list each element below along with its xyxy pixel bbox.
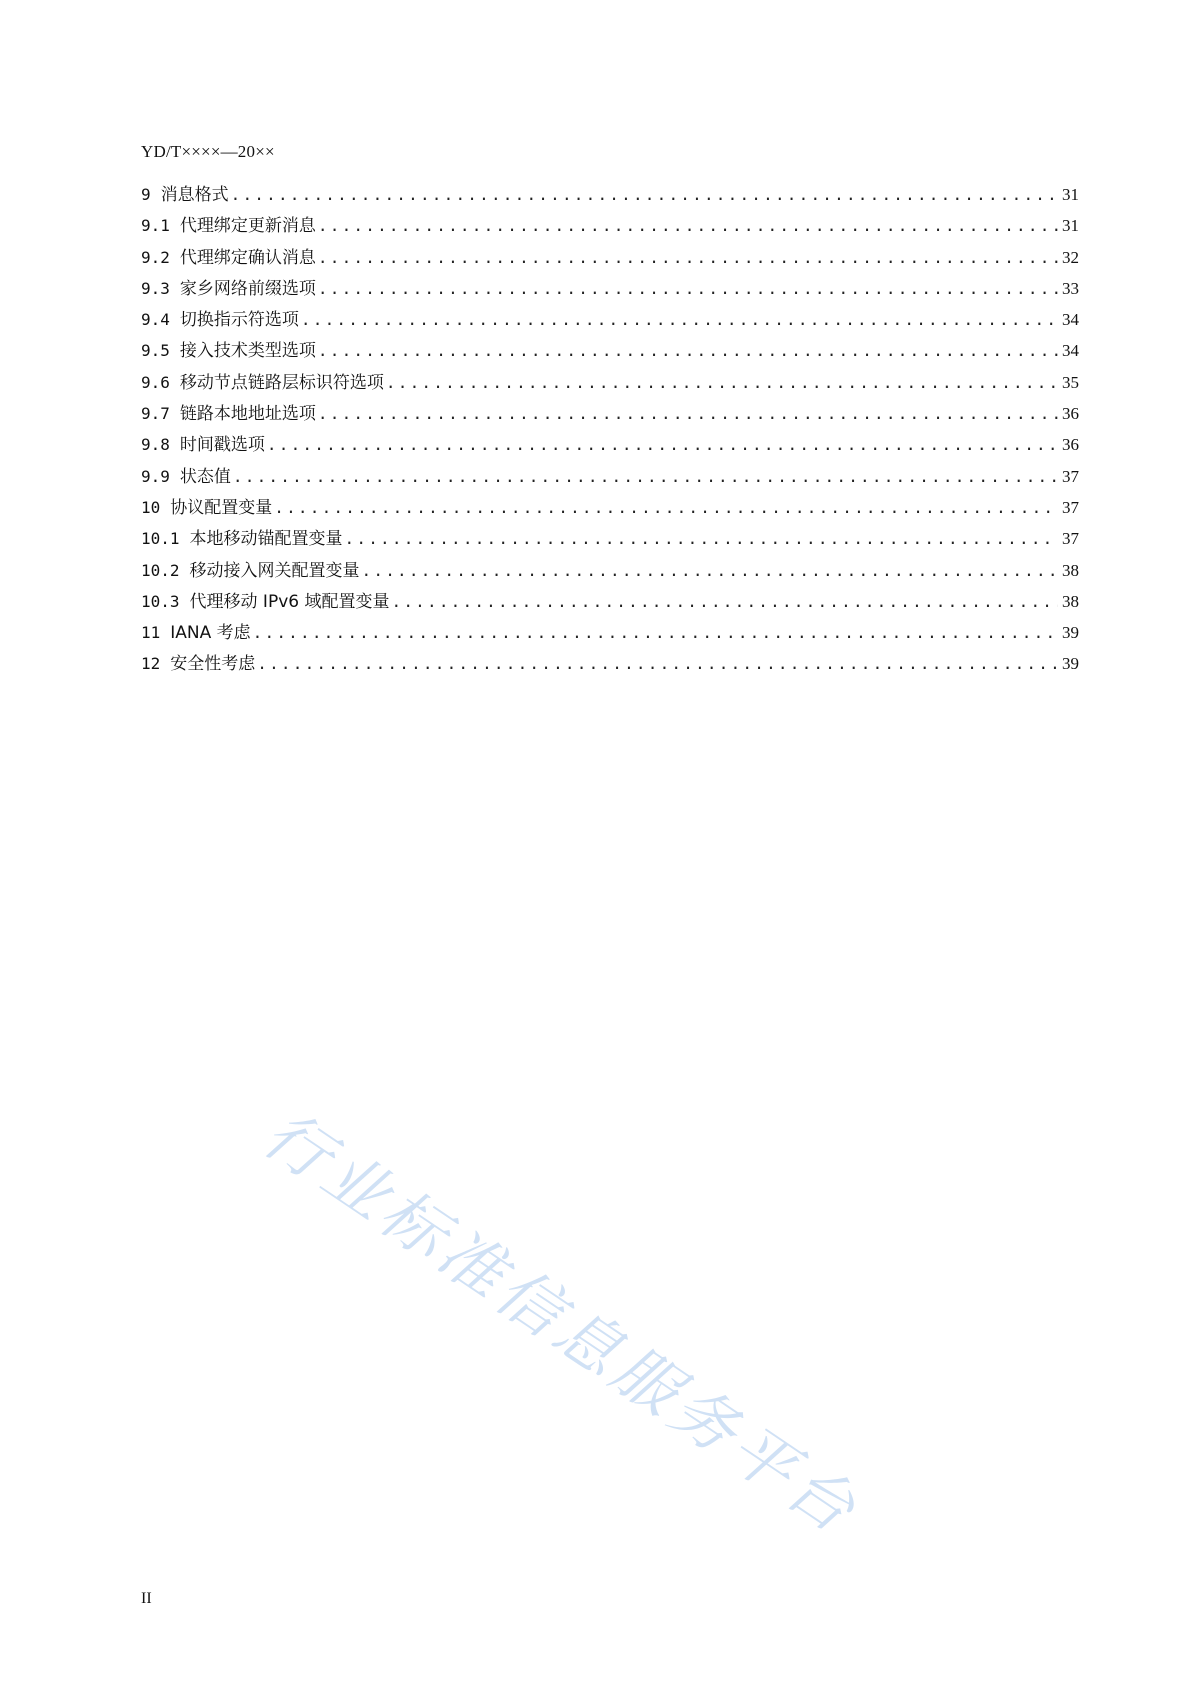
- toc-entry[interactable]: [141, 617, 1079, 648]
- toc-section-number: 9.7: [141, 404, 170, 424]
- toc-section-title: 接入技术类型选项: [179, 341, 316, 362]
- toc-entry[interactable]: [141, 492, 1079, 523]
- toc-page-number: 37: [1062, 466, 1079, 486]
- toc-section-number: 11: [141, 623, 161, 643]
- toc-page-number: 36: [1062, 404, 1079, 424]
- toc-dot-leader: [267, 429, 1058, 460]
- toc-dot-leader: [274, 492, 1058, 523]
- toc-page-number: 34: [1062, 310, 1079, 330]
- toc-entry[interactable]: [141, 586, 1079, 617]
- document-code: YD/T××××—20××: [141, 142, 275, 161]
- toc-entry[interactable]: [141, 398, 1079, 429]
- toc-section-title: IANA 考虑: [170, 623, 251, 644]
- toc-dot-leader: [318, 242, 1058, 273]
- toc-entry[interactable]: [141, 523, 1079, 554]
- toc-page-number: 32: [1062, 247, 1079, 267]
- toc-dot-leader: [318, 273, 1058, 304]
- toc-page-number: 34: [1062, 341, 1079, 361]
- toc-dot-leader: [301, 304, 1058, 335]
- toc-page-number: 39: [1062, 654, 1079, 674]
- toc-section-number: 10.3: [141, 591, 180, 611]
- toc-section-number: 9.6: [141, 372, 170, 392]
- toc-section-title: 安全性考虑: [170, 654, 256, 675]
- toc-section-title: 代理移动 IPv6 域配置变量: [189, 591, 390, 612]
- toc-section-title: 移动节点链路层标识符选项: [179, 372, 384, 393]
- toc-entry[interactable]: [141, 367, 1079, 398]
- toc-dot-leader: [391, 586, 1058, 617]
- toc-entry[interactable]: [141, 304, 1079, 335]
- toc-section-title: 状态值: [179, 466, 231, 487]
- toc-page-number: 31: [1062, 216, 1079, 236]
- toc-section-title: 切换指示符选项: [179, 310, 299, 331]
- toc-entry[interactable]: [141, 555, 1079, 586]
- toc-section-title: 时间戳选项: [179, 435, 265, 456]
- toc-section-title: 代理绑定更新消息: [179, 216, 316, 237]
- toc-section-title: 家乡网络前缀选项: [179, 278, 316, 299]
- toc-section-number: 10: [141, 497, 161, 517]
- toc-section-number: 9.3: [141, 278, 170, 298]
- toc-entry[interactable]: [141, 461, 1079, 492]
- toc-page-number: 38: [1062, 560, 1079, 580]
- toc-dot-leader: [231, 179, 1058, 210]
- toc-section-title: 移动接入网关配置变量: [189, 560, 360, 581]
- toc-section-title: 代理绑定确认消息: [179, 247, 316, 268]
- toc-entry[interactable]: [141, 429, 1079, 460]
- toc-page-number: 37: [1062, 497, 1079, 517]
- page-number: II: [141, 1590, 152, 1607]
- toc-dot-leader: [233, 461, 1058, 492]
- table-of-contents: [141, 179, 1079, 680]
- toc-section-title: 链路本地地址选项: [179, 404, 316, 425]
- toc-dot-leader: [345, 523, 1058, 554]
- toc-dot-leader: [318, 210, 1058, 241]
- toc-dot-leader: [362, 555, 1058, 586]
- toc-entry[interactable]: [141, 648, 1079, 679]
- toc-dot-leader: [318, 335, 1058, 366]
- toc-entry[interactable]: [141, 210, 1079, 241]
- toc-section-number: 12: [141, 654, 161, 674]
- toc-section-title: 协议配置变量: [170, 497, 273, 518]
- toc-page-number: 33: [1062, 278, 1079, 298]
- toc-page-number: 38: [1062, 591, 1079, 611]
- toc-section-number: 9.8: [141, 435, 170, 455]
- toc-section-title: 消息格式: [160, 185, 229, 205]
- toc-entry[interactable]: [141, 179, 1079, 210]
- toc-dot-leader: [253, 617, 1058, 648]
- toc-section-number: 10.1: [141, 529, 180, 549]
- toc-page-number: 36: [1062, 435, 1079, 455]
- toc-section-number: 9.9: [141, 466, 170, 486]
- toc-page-number: 39: [1062, 623, 1079, 643]
- toc-entry[interactable]: [141, 273, 1079, 304]
- toc-section-number: 9.2: [141, 247, 170, 267]
- toc-dot-leader: [386, 367, 1058, 398]
- toc-entry[interactable]: [141, 335, 1079, 366]
- toc-page-number: 35: [1062, 372, 1079, 392]
- toc-entry[interactable]: [141, 242, 1079, 273]
- toc-section-number: 9.1: [141, 216, 170, 236]
- toc-page-number: 31: [1062, 185, 1079, 204]
- toc-section-number: 10.2: [141, 560, 180, 580]
- toc-dot-leader: [318, 398, 1058, 429]
- toc-section-title: 本地移动锚配置变量: [189, 529, 343, 550]
- toc-page-number: 37: [1062, 529, 1079, 549]
- watermark: 行业标准信息服务平台: [250, 1097, 872, 1551]
- toc-section-number: 9.5: [141, 341, 170, 361]
- toc-section-number: 9: [141, 185, 151, 204]
- toc-section-number: 9.4: [141, 310, 170, 330]
- toc-dot-leader: [257, 648, 1058, 679]
